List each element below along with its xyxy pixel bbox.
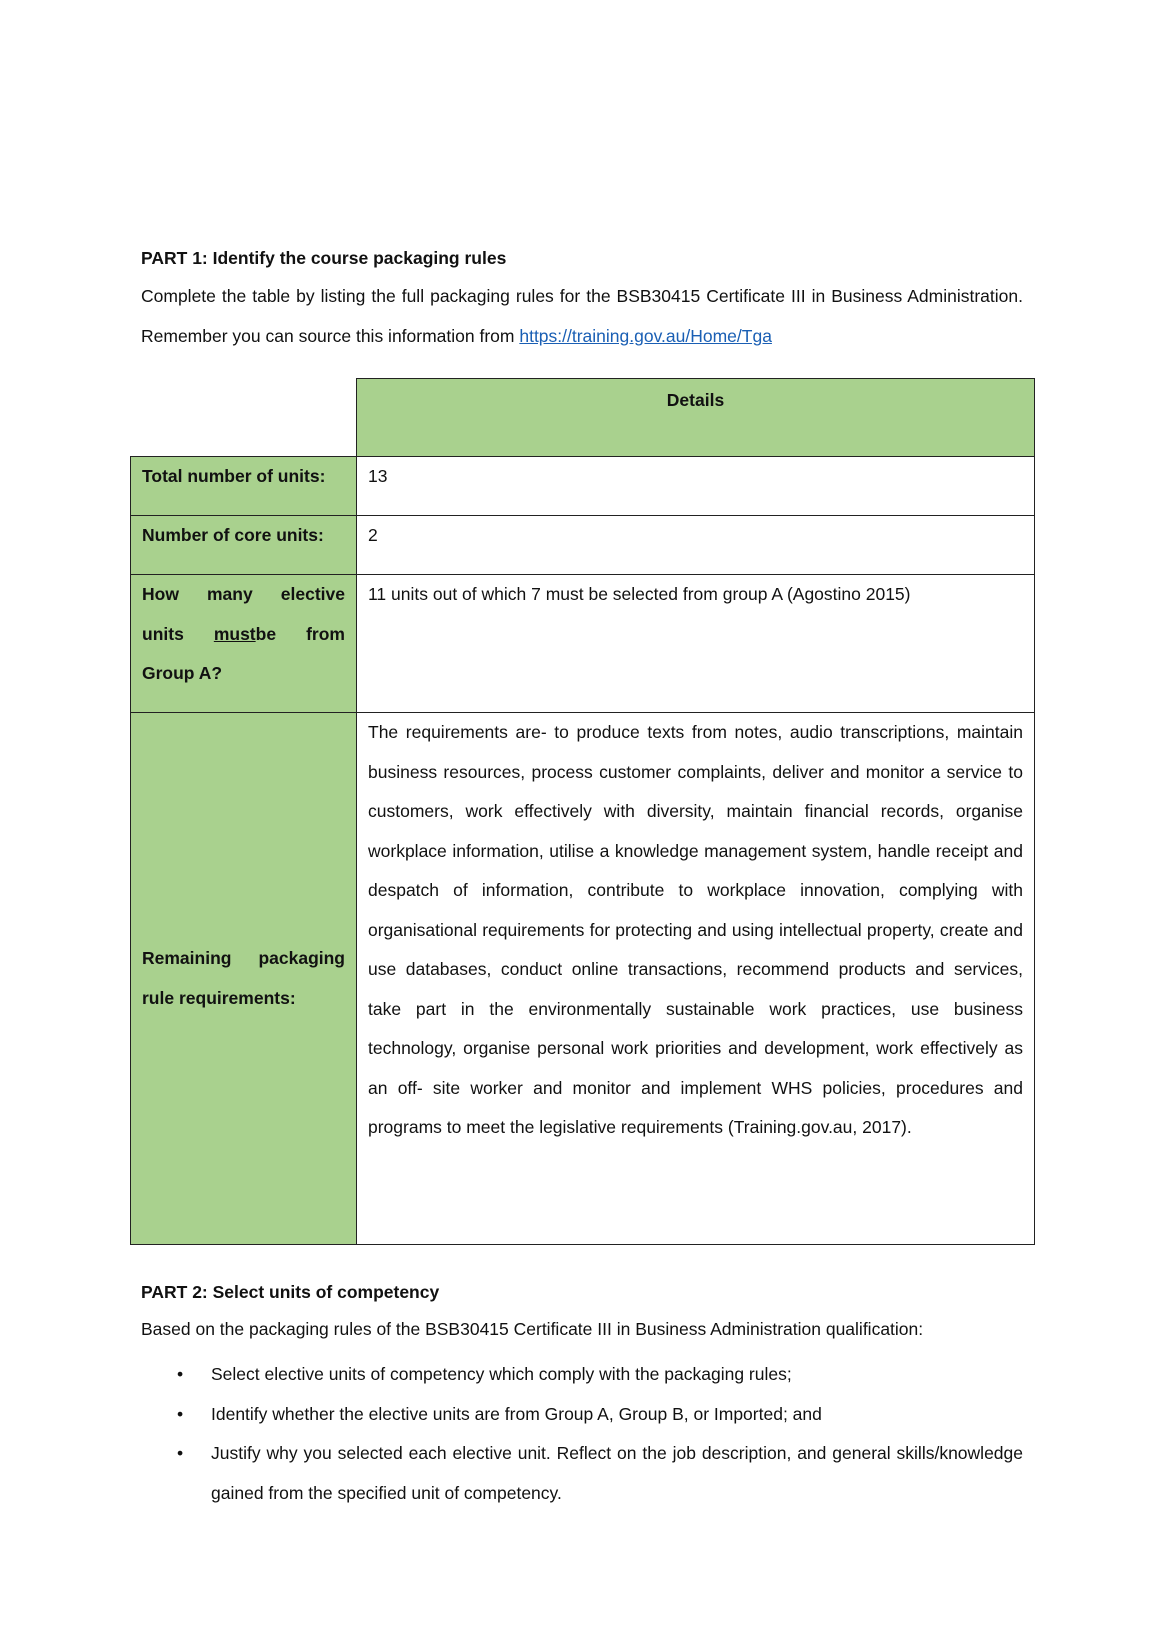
table-header-row: [131, 379, 1035, 457]
part2-heading: PART 2: Select units of competency: [141, 1282, 440, 1302]
list-item: [141, 1395, 1023, 1435]
part1-intro: [141, 277, 1023, 356]
details-header: Details: [357, 379, 1035, 457]
row-value[interactable]: 2: [357, 516, 1035, 575]
list-item: [141, 1434, 1023, 1513]
training-gov-link[interactable]: https://training.gov.au/Home/Tga: [519, 325, 772, 346]
list-item-text: Justify why you selected each elective unit. Reflect on the job description, and general skills/knowledge gained from the specified unit of competency.: [211, 1443, 1023, 1503]
bullet-icon: •: [177, 1364, 184, 1384]
row-value[interactable]: 13: [357, 457, 1035, 516]
row-label: Number of core units:: [131, 516, 357, 575]
bullet-icon: •: [177, 1443, 184, 1463]
part1-intro-text: Complete the table by listing the full packaging rules for the BSB30415 Certificate III in Business Administration. Remember you can source this information from: [141, 286, 1023, 346]
list-item-text: Select elective units of competency which comply with the packaging rules;: [211, 1364, 792, 1384]
table-row: [131, 457, 1035, 516]
label-text: be from Group A?: [142, 623, 345, 683]
row-value[interactable]: The requirements are- to produce texts from notes, audio transcriptions, maintain business resources, process customer complaints, deliver and monitor a service to customers, work effectively with diversity, maintain financial records, organise workplace information, utilise a knowledge management system, handle receipt and despatch of information, contribute to workplace innovation, complying with organisational requirements for protecting and using intellectual property, create and use databases, conduct online transactions, recommend products and services, take part in the environmentally sustainable work practices, use business technology, organise personal work priorities and development, work effectively as an off- site worker and monitor and implement WHS policies, procedures and programs to meet the legislative requirements (Training.gov.au, 2017).: [357, 713, 1035, 1245]
table-row: [131, 516, 1035, 575]
label-text: How many elective units: [142, 584, 345, 644]
bullet-icon: •: [177, 1403, 184, 1424]
label-underlined-text: must: [213, 623, 256, 644]
part2-intro: Based on the packaging rules of the BSB30415 Certificate III in Business Administration qualification:: [141, 1319, 924, 1339]
list-item-text: Identify whether the elective units are from Group A, Group B, or Imported; and: [211, 1403, 822, 1424]
part1-heading: PART 1: Identify the course packaging rules: [141, 248, 507, 268]
table-row: [131, 713, 1035, 1245]
row-value[interactable]: 11 units out of which 7 must be selected from group A (Agostino 2015): [357, 575, 1035, 713]
table-row: [131, 575, 1035, 713]
part2-bullet-list: [141, 1355, 1023, 1513]
row-label: Remaining packaging rule requirements:: [131, 713, 357, 1245]
empty-corner-cell: [131, 379, 357, 457]
list-item: [141, 1355, 1023, 1395]
row-label: [131, 575, 357, 713]
row-label: Total number of units:: [131, 457, 357, 516]
packaging-rules-table: [130, 378, 1035, 1245]
